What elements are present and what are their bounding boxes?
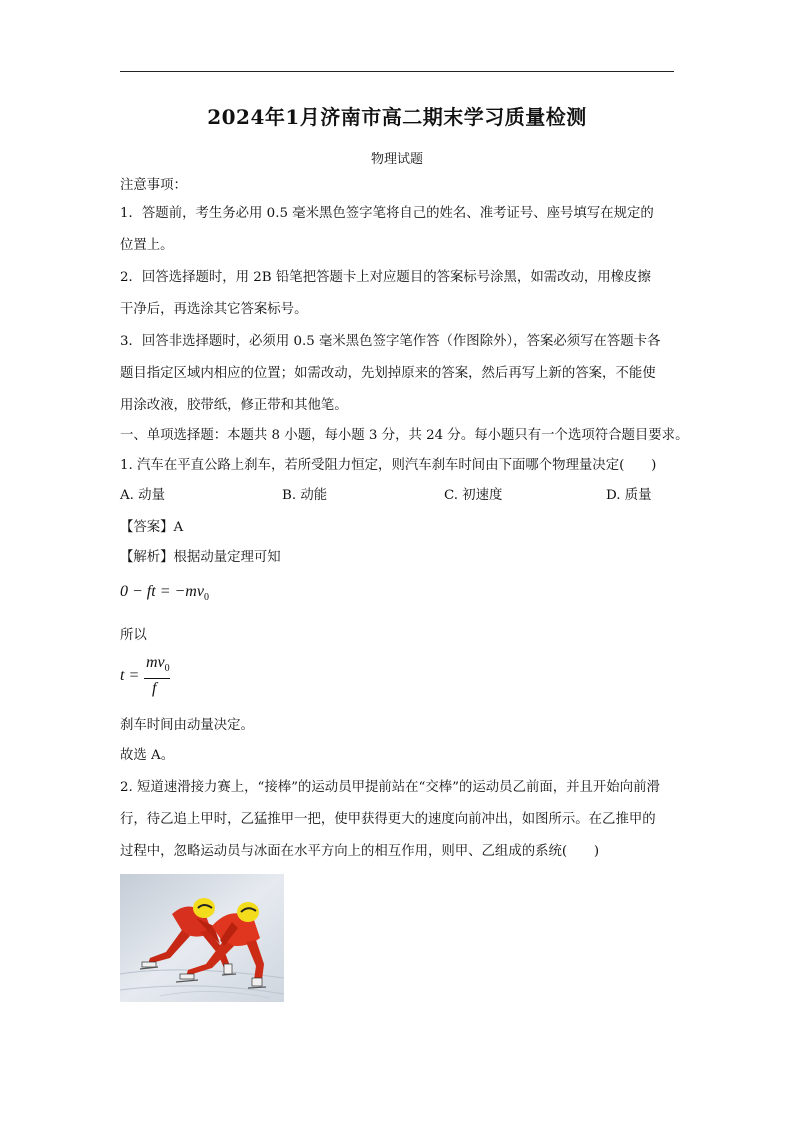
notice-item-2: 2．回答选择题时，用 2B 铅笔把答题卡上对应题目的答案标号涂黑，如需改动，用橡皮擦 干净后，再选涂其它答案标号。	[120, 270, 651, 317]
option-a: A. 动量	[120, 488, 165, 503]
page-title: 2024年1月济南市高二期末学习质量检测	[207, 105, 587, 129]
option-c: C. 初速度	[444, 488, 503, 503]
analysis-label: 【解析】根据动量定理可知	[120, 550, 281, 565]
choice-text: 故选 A。	[120, 748, 175, 763]
so-text: 所以	[120, 628, 147, 643]
answer-label: 【答案】A	[120, 520, 184, 535]
question-1-options	[120, 480, 680, 512]
option-d: D. 质量	[606, 488, 652, 503]
option-b: B. 动能	[282, 488, 328, 503]
notice-heading: 注意事项：	[120, 178, 187, 193]
conclusion-text: 刹车时间由动量决定。	[120, 718, 254, 733]
equation-momentum: 0 − ft = $-mv_0$	[120, 583, 209, 604]
header-rule	[120, 71, 674, 72]
question-2-stem: 2. 短道速滑接力赛上，“接棒”的运动员甲提前站在“交棒”的运动员乙前面，并且开始向前滑 行，待乙追上甲时，乙猛推甲一把，使甲获得更大的速度向前冲出，如图所示。在乙推甲的 过程中，忽略运动员与冰面在水平方向上的相互作用，则甲、乙组成的系统( )	[120, 780, 660, 859]
speed-skating-photo	[120, 874, 284, 1002]
notice-item-1: 1．答题前，考生务必用 0.5 毫米黑色签字笔将自己的姓名、准考证号、座号填写在规定的 位置上。	[120, 206, 654, 253]
notice-item-3: 3．回答非选择题时，必须用 0.5 毫米黑色签字笔作答（作图除外），答案必须写在答题卡各 题目指定区域内相应的位置；如需改动，先划掉原来的答案，然后再写上新的答案，不能使 用涂改液，胶带纸，修正带和其他笔。	[120, 334, 661, 413]
page-subtitle: 物理试题	[370, 152, 423, 167]
section-heading: 一、单项选择题：本题共 8 小题，每小题 3 分，共 24 分。每小题只有一个选项符合题目要求。	[120, 428, 689, 443]
question-1-stem: 1. 汽车在平直公路上刹车，若所受阻力恒定，则汽车刹车时间由下面哪个物理量决定( )	[120, 458, 657, 473]
